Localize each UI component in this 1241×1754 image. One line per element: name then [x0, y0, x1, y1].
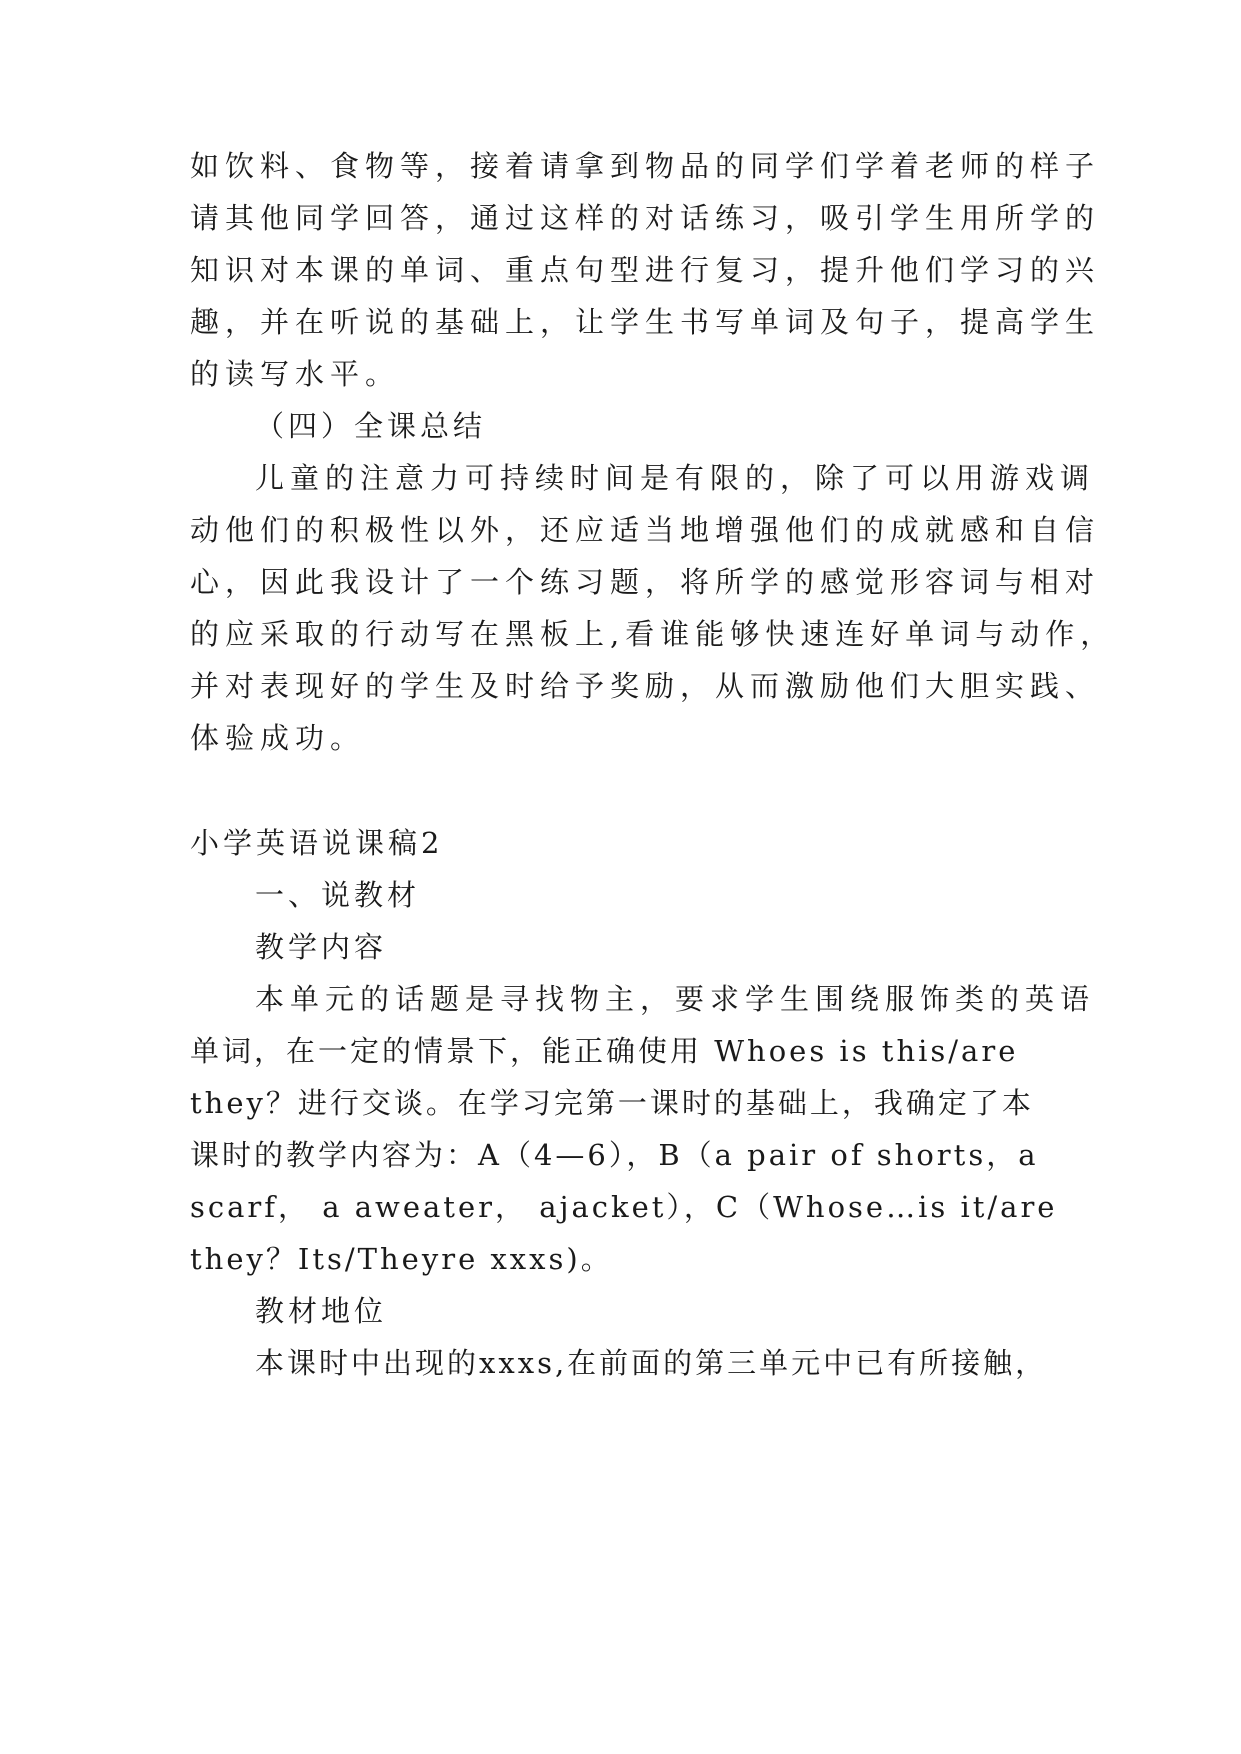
paragraph-line: they？进行交谈。在学习完第一课时的基础上，我确定了本 [190, 1086, 1034, 1120]
paragraph-line: 的读写水平。 [190, 357, 401, 391]
section-heading: 教材地位 [255, 1294, 388, 1328]
paragraph-line: 儿童的注意力可持续时间是有限的，除了可以用游戏调 [255, 461, 1096, 495]
paragraph-line: 课时的教学内容为：A（4—6），B（a pair of shorts，a [190, 1138, 1039, 1172]
paragraph-line: 趣，并在听说的基础上，让学生书写单词及句子，提高学生 [190, 305, 1101, 339]
paragraph-line: they？Its/Theyre xxxs)。 [190, 1242, 613, 1276]
paragraph-line: 体验成功。 [190, 721, 366, 755]
paragraph-line: 单词，在一定的情景下，能正确使用 Whoes is this/are [190, 1034, 1019, 1068]
paragraph-line: 本单元的话题是寻找物主，要求学生围绕服饰类的英语 [255, 982, 1096, 1016]
paragraph-line: scarf， a aweater， ajacket），C（Whose…is it/are [190, 1190, 1058, 1224]
section-heading: 一、说教材 [255, 878, 421, 912]
paragraph-line: 动他们的积极性以外，还应适当地增强他们的成就感和自信 [190, 513, 1101, 547]
paragraph-line: 心，因此我设计了一个练习题，将所学的感觉形容词与相对 [190, 565, 1101, 599]
paragraph-line: 知识对本课的单词、重点句型进行复习，提升他们学习的兴 [190, 253, 1101, 287]
paragraph-line: 并对表现好的学生及时给予奖励，从而激励他们大胆实践、 [190, 669, 1101, 703]
paragraph-line: 请其他同学回答，通过这样的对话练习，吸引学生用所学的 [190, 201, 1101, 235]
paragraph-line: 本课时中出现的xxxs,在前面的第三单元中已有所接触， [255, 1346, 1048, 1380]
document-title: 小学英语说课稿2 [190, 826, 444, 860]
paragraph-line: 如饮料、食物等，接着请拿到物品的同学们学着老师的样子 [190, 149, 1101, 183]
section-subheading: （四）全课总结 [255, 409, 487, 443]
paragraph-line: 的应采取的行动写在黑板上,看谁能够快速连好单词与动作， [190, 617, 1116, 651]
section-heading: 教学内容 [255, 930, 388, 964]
